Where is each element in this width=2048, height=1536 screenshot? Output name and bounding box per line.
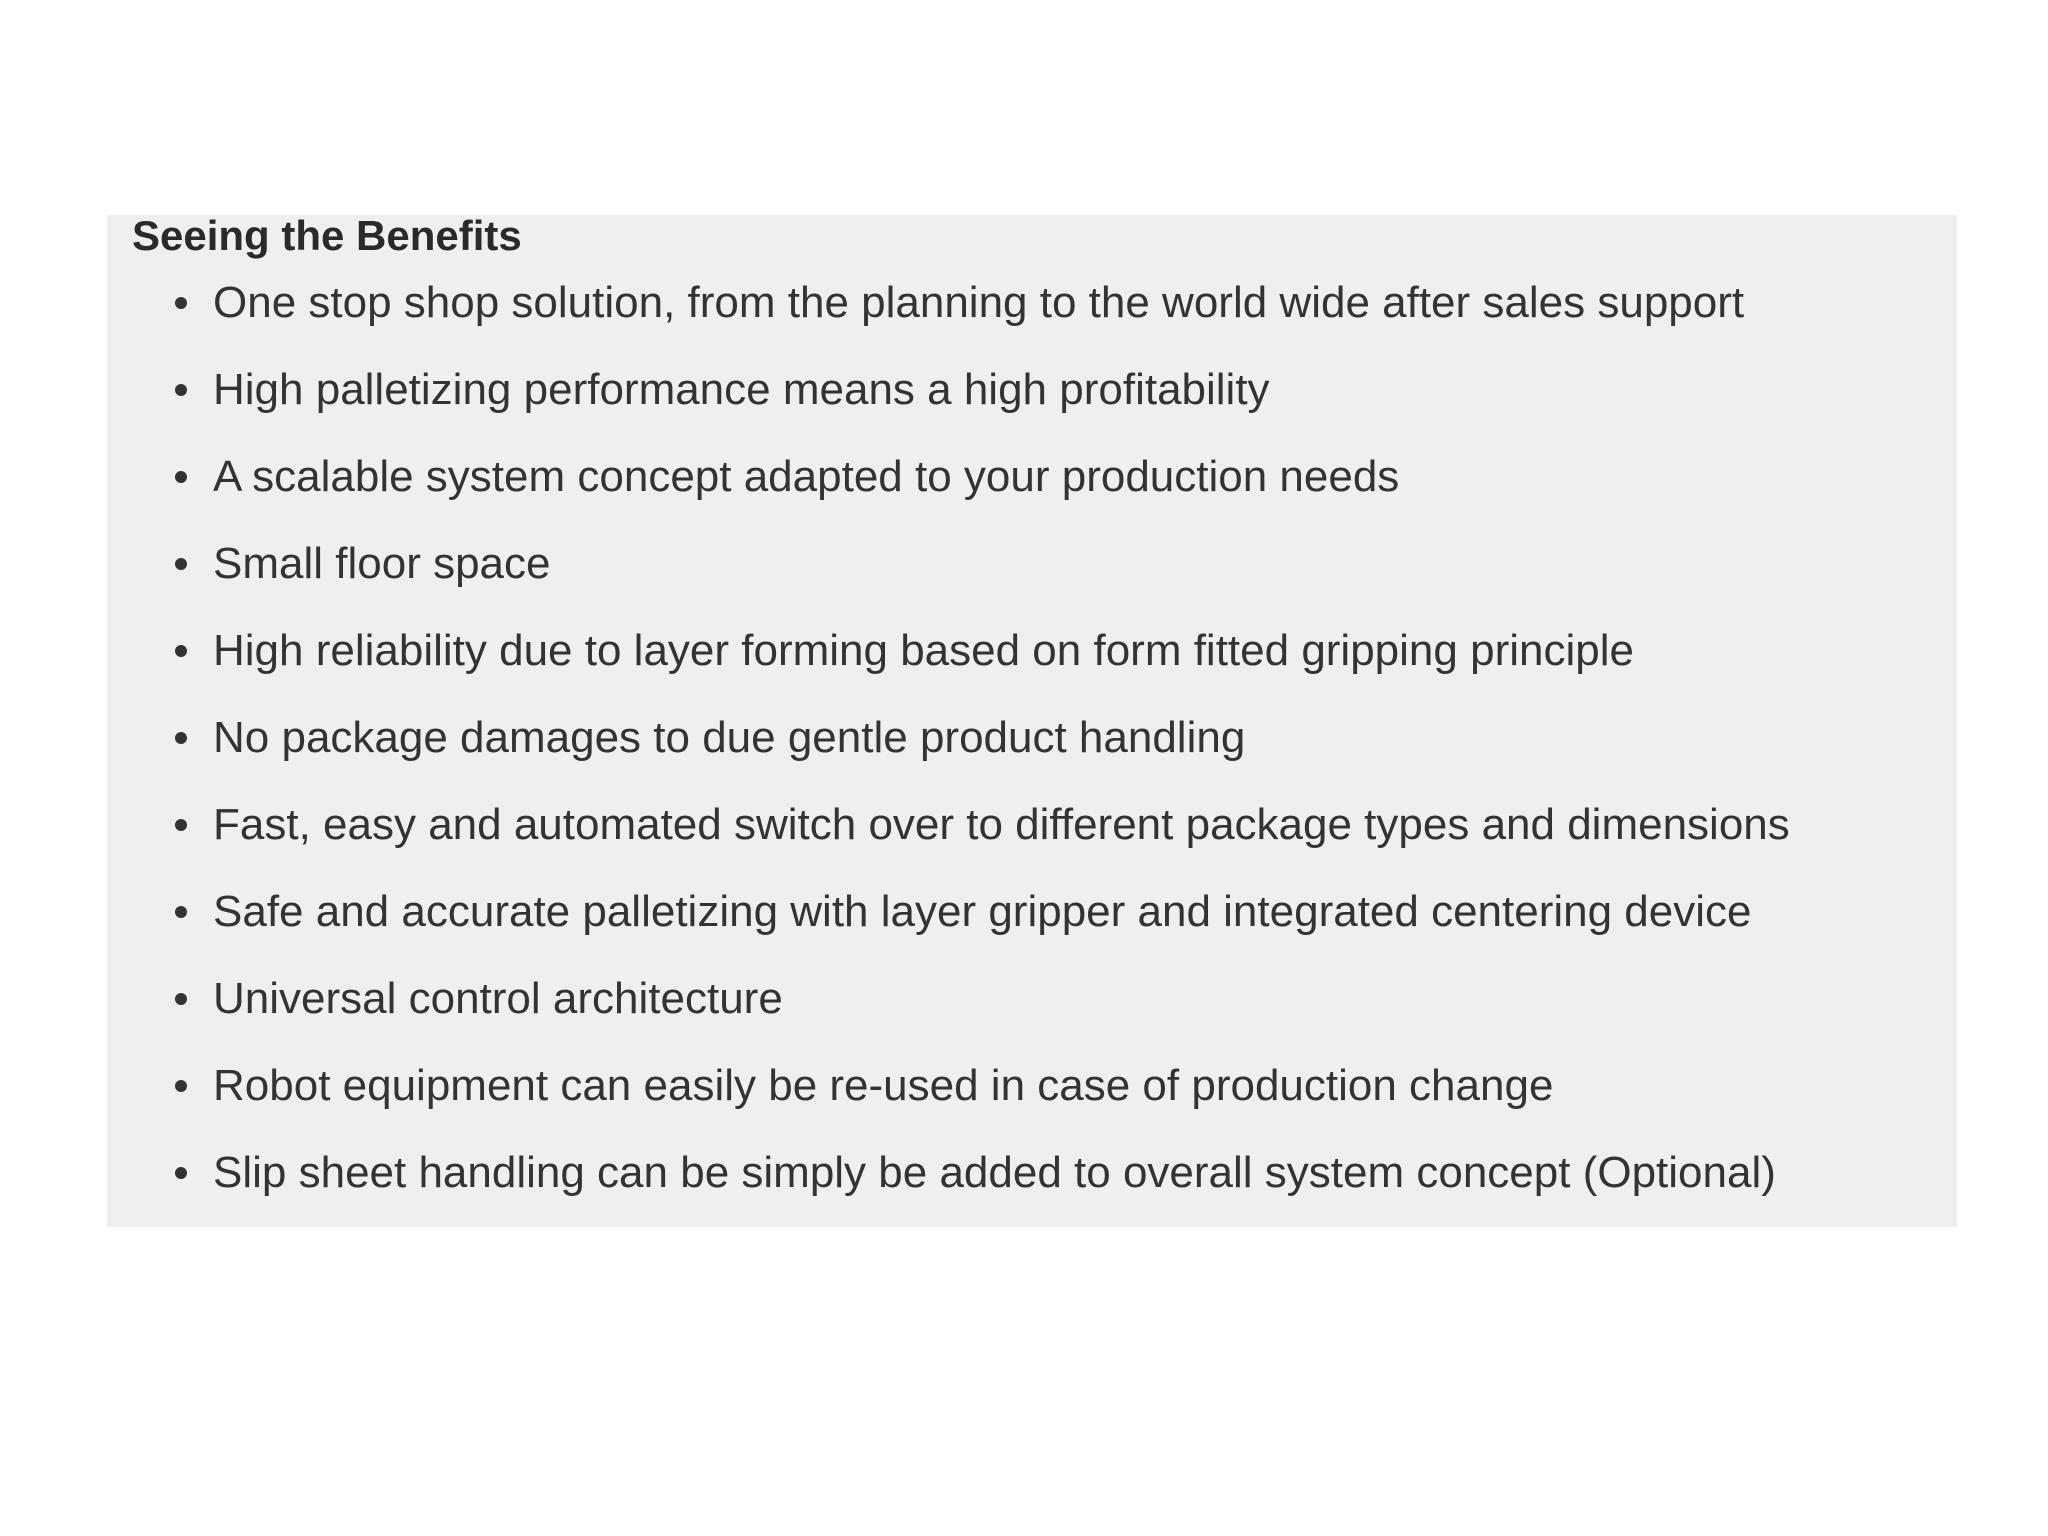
bullet-icon	[175, 297, 187, 309]
benefit-text: One stop shop solution, from the planning to the world wide after sales support	[213, 277, 1745, 327]
benefit-text: Universal control architecture	[213, 973, 783, 1023]
benefit-item	[107, 346, 1790, 433]
benefit-item	[107, 1042, 1790, 1129]
benefit-text: High reliability due to layer forming based on form fitted gripping principle	[213, 625, 1634, 675]
benefit-item	[107, 694, 1790, 781]
bullet-icon	[175, 558, 187, 570]
benefit-text: Safe and accurate palletizing with layer gripper and integrated centering device	[213, 886, 1752, 936]
benefit-item	[107, 955, 1790, 1042]
benefit-text: High palletizing performance means a high profitability	[213, 364, 1270, 414]
bullet-icon	[175, 471, 187, 483]
benefit-text: Slip sheet handling can be simply be added to overall system concept (Optional)	[213, 1147, 1776, 1197]
benefit-text: Robot equipment can easily be re-used in case of production change	[213, 1060, 1554, 1110]
benefit-item	[107, 781, 1790, 868]
bullet-icon	[175, 1167, 187, 1179]
benefits-list	[107, 259, 1790, 1216]
benefit-item	[107, 433, 1790, 520]
benefit-text: No package damages to due gentle product handling	[213, 712, 1246, 762]
benefit-text: A scalable system concept adapted to your production needs	[213, 451, 1400, 501]
benefit-item	[107, 868, 1790, 955]
bullet-icon	[175, 1080, 187, 1092]
section-heading: Seeing the Benefits	[132, 212, 522, 259]
benefit-item	[107, 520, 1790, 607]
bullet-icon	[175, 384, 187, 396]
benefit-item	[107, 1129, 1790, 1216]
benefit-text: Small floor space	[213, 538, 551, 588]
bullet-icon	[175, 993, 187, 1005]
benefits-panel	[107, 212, 1957, 1227]
benefit-item	[107, 259, 1790, 346]
bullet-icon	[175, 906, 187, 918]
bullet-icon	[175, 645, 187, 657]
bullet-icon	[175, 732, 187, 744]
bullet-icon	[175, 819, 187, 831]
benefit-text: Fast, easy and automated switch over to different package types and dimensions	[213, 799, 1790, 849]
benefit-item	[107, 607, 1790, 694]
